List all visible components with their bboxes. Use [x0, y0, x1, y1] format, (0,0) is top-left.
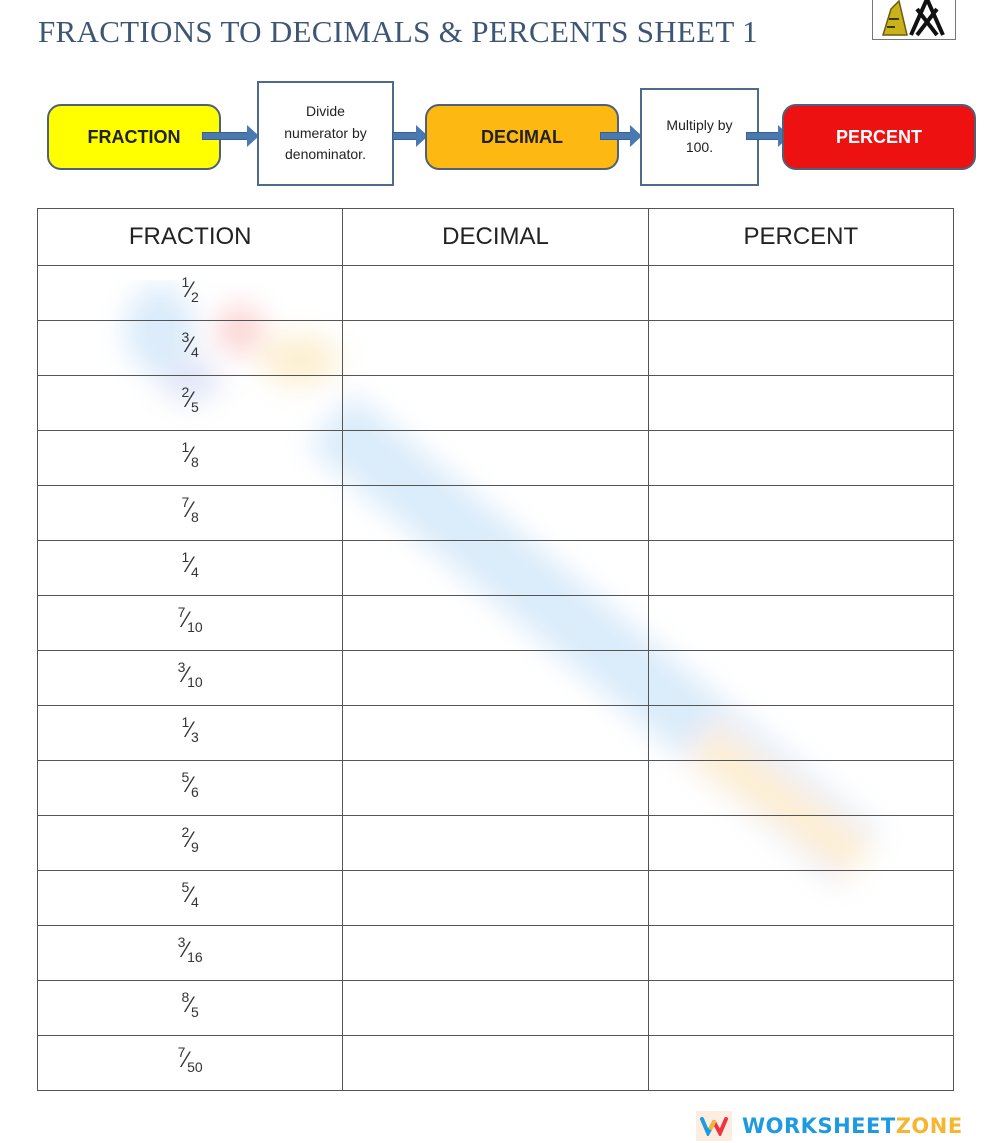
worksheetzone-branding: [692, 1108, 1000, 1143]
column-header-fraction: FRACTION: [38, 209, 343, 266]
percent-answer-cell[interactable]: [648, 486, 953, 541]
fraction-slash: ⁄: [188, 827, 192, 853]
fraction-value: [182, 991, 199, 1020]
decimal-answer-cell[interactable]: [343, 651, 648, 706]
denominator: 4: [191, 564, 199, 581]
table-row: [38, 926, 954, 981]
fraction-cell: [38, 926, 343, 981]
percent-answer-cell[interactable]: [648, 596, 953, 651]
numerator: 3: [177, 934, 186, 951]
fraction-cell: [38, 816, 343, 871]
fraction-value: [182, 496, 199, 525]
table-row: [38, 871, 954, 926]
fraction-slash: ⁄: [188, 332, 192, 358]
fraction-value: [182, 771, 199, 800]
denominator: 10: [187, 674, 203, 691]
decimal-answer-cell[interactable]: [343, 431, 648, 486]
numerator: 3: [181, 329, 190, 346]
denominator: 16: [187, 949, 203, 966]
conversion-flow-diagram: [0, 0, 1000, 200]
denominator: 4: [191, 894, 199, 911]
percent-answer-cell[interactable]: [648, 761, 953, 816]
fraction-value: [178, 1046, 203, 1075]
fraction-slash: ⁄: [188, 882, 192, 908]
fraction-slash: ⁄: [184, 937, 189, 963]
decimal-answer-cell[interactable]: [343, 486, 648, 541]
denominator: 10: [187, 619, 203, 636]
denominator: 8: [191, 509, 199, 526]
numerator: 5: [181, 879, 190, 896]
fraction-cell: [38, 431, 343, 486]
fraction-slash: ⁄: [188, 552, 192, 578]
denominator: 2: [191, 289, 199, 306]
fraction-slash: ⁄: [184, 1047, 189, 1073]
percent-label: PERCENT: [835, 126, 922, 147]
decimal-answer-cell[interactable]: [343, 541, 648, 596]
divide-step-line-2: numerator by: [284, 124, 367, 141]
fraction-value: [182, 441, 199, 470]
table-row: [38, 376, 954, 431]
table-row: [38, 761, 954, 816]
fraction-value: [182, 551, 199, 580]
numerator: 1: [181, 274, 190, 291]
multiply-step-line-1: Multiply by: [666, 117, 733, 134]
denominator: 4: [191, 344, 199, 361]
percent-answer-cell[interactable]: [648, 816, 953, 871]
brand-part-2: ZONE: [895, 1113, 963, 1138]
denominator: 9: [191, 839, 199, 856]
decimal-answer-cell[interactable]: [343, 376, 648, 431]
fraction-value: [182, 716, 199, 745]
arrow-icon: [202, 129, 259, 143]
fraction-slash: ⁄: [188, 387, 192, 413]
fraction-cell: [38, 981, 343, 1036]
arrow-icon: [600, 129, 642, 143]
fraction-cell: [38, 376, 343, 431]
decimal-answer-cell[interactable]: [343, 761, 648, 816]
percent-box: [782, 104, 976, 170]
denominator: 8: [191, 454, 199, 471]
decimal-answer-cell[interactable]: [343, 1036, 648, 1091]
fraction-slash: ⁄: [188, 717, 192, 743]
fraction-cell: [38, 1036, 343, 1091]
percent-answer-cell[interactable]: [648, 376, 953, 431]
fraction-value: [182, 276, 199, 305]
numerator: 8: [181, 989, 190, 1006]
table-row: [38, 706, 954, 761]
percent-answer-cell[interactable]: [648, 266, 953, 321]
decimal-answer-cell[interactable]: [343, 706, 648, 761]
denominator: 5: [191, 1004, 199, 1021]
fraction-cell: [38, 651, 343, 706]
fraction-value: [182, 331, 199, 360]
decimal-box: [425, 104, 619, 170]
denominator: 3: [191, 729, 199, 746]
percent-answer-cell[interactable]: [648, 706, 953, 761]
table-row: [38, 816, 954, 871]
fraction-slash: ⁄: [188, 772, 192, 798]
multiply-step-box: [640, 88, 759, 186]
brand-name: [742, 1114, 963, 1138]
fraction-cell: [38, 706, 343, 761]
fraction-slash: ⁄: [184, 662, 189, 688]
fraction-cell: [38, 761, 343, 816]
table-row: [38, 1036, 954, 1091]
page-title: FRACTIONS TO DECIMALS & PERCENTS SHEET 1: [38, 14, 758, 49]
table-row: [38, 486, 954, 541]
denominator: 5: [191, 399, 199, 416]
fraction-slash: ⁄: [184, 607, 189, 633]
percent-answer-cell[interactable]: [648, 1036, 953, 1091]
w-logo-icon: [696, 1111, 732, 1141]
arrow-icon: [392, 129, 428, 143]
divide-step-line-3: denominator.: [285, 146, 366, 163]
fraction-cell: [38, 321, 343, 376]
column-header-percent: PERCENT: [648, 209, 953, 266]
percent-answer-cell[interactable]: [648, 871, 953, 926]
fraction-value: [178, 606, 203, 635]
multiply-step-line-2: 100.: [685, 139, 714, 155]
table-row: [38, 981, 954, 1036]
decimal-answer-cell[interactable]: [343, 816, 648, 871]
table-row: [38, 266, 954, 321]
fraction-slash: ⁄: [188, 277, 192, 303]
fraction-cell: [38, 486, 343, 541]
decimal-answer-cell[interactable]: [343, 981, 648, 1036]
table-row: [38, 596, 954, 651]
fraction-slash: ⁄: [188, 442, 192, 468]
numerator: 3: [177, 659, 186, 676]
decimal-answer-cell[interactable]: [343, 926, 648, 981]
numerator: 7: [177, 604, 186, 621]
numerator: 1: [181, 439, 190, 456]
table-row: [38, 321, 954, 376]
numerator: 2: [181, 824, 190, 841]
percent-answer-cell[interactable]: [648, 651, 953, 706]
fraction-cell: [38, 266, 343, 321]
conversion-table: [37, 208, 954, 1091]
fraction-value: [178, 936, 203, 965]
fraction-cell: [38, 541, 343, 596]
denominator: 6: [191, 784, 199, 801]
percent-answer-cell[interactable]: [648, 926, 953, 981]
decimal-answer-cell[interactable]: [343, 321, 648, 376]
fraction-value: [182, 826, 199, 855]
percent-answer-cell[interactable]: [648, 431, 953, 486]
denominator: 50: [187, 1059, 203, 1076]
fraction-slash: ⁄: [188, 992, 192, 1018]
numerator: 7: [177, 1044, 186, 1061]
percent-answer-cell[interactable]: [648, 981, 953, 1036]
fraction-value: [182, 386, 199, 415]
percent-answer-cell[interactable]: [648, 321, 953, 376]
numerator: 7: [181, 494, 190, 511]
percent-answer-cell[interactable]: [648, 541, 953, 596]
fraction-box: [47, 104, 221, 170]
numerator: 2: [181, 384, 190, 401]
fraction-value: [182, 881, 199, 910]
column-header-decimal: DECIMAL: [343, 209, 648, 266]
decimal-answer-cell[interactable]: [343, 596, 648, 651]
table-row: [38, 541, 954, 596]
numerator: 1: [181, 714, 190, 731]
numerator: 5: [181, 769, 190, 786]
decimal-label: DECIMAL: [481, 126, 563, 147]
fraction-slash: ⁄: [188, 497, 192, 523]
table-row: [38, 651, 954, 706]
divide-step-box: [257, 81, 394, 186]
table-row: [38, 431, 954, 486]
brand-part-1: WORKSHEET: [742, 1113, 896, 1138]
fraction-cell: [38, 596, 343, 651]
decimal-answer-cell[interactable]: [343, 266, 648, 321]
decimal-answer-cell[interactable]: [343, 871, 648, 926]
fraction-cell: [38, 871, 343, 926]
fraction-label: FRACTION: [87, 126, 181, 147]
table-header-row: [38, 209, 954, 266]
numerator: 1: [181, 549, 190, 566]
fraction-value: [178, 661, 203, 690]
divide-step-line-1: Divide: [306, 102, 345, 119]
